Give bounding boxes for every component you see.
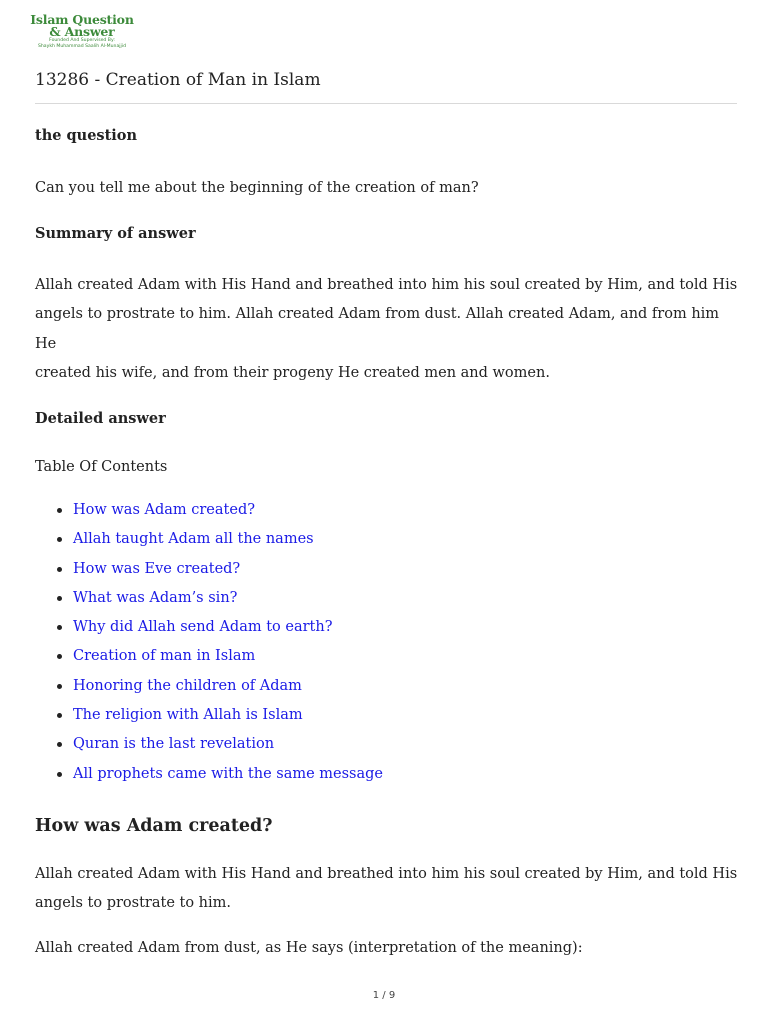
logo-line-1: Islam Question xyxy=(30,12,134,27)
toc-link-religion-is-islam[interactable]: The religion with Allah is Islam xyxy=(73,707,303,724)
toc-link-how-was-eve-created[interactable]: How was Eve created? xyxy=(73,560,241,577)
bullet-icon xyxy=(57,567,62,572)
table-of-contents xyxy=(35,496,740,789)
section1-line: angels to prostrate to him. xyxy=(35,895,232,912)
bullet-icon xyxy=(57,537,62,542)
question-text: Can you tell me about the beginning of the creation of man? xyxy=(35,180,479,196)
toc-item xyxy=(35,642,740,671)
toc-link-why-send-adam-to-earth[interactable]: Why did Allah send Adam to earth? xyxy=(73,619,333,636)
toc-link-how-was-adam-created[interactable]: How was Adam created? xyxy=(73,502,256,518)
bullet-icon xyxy=(57,654,62,659)
bullet-icon xyxy=(57,713,62,718)
toc-item xyxy=(35,525,740,554)
logo-line-2: & Answer xyxy=(49,24,115,39)
bullet-icon xyxy=(57,772,62,777)
summary-line: created his wife, and from their progeny He created men and women. xyxy=(35,365,550,381)
toc-link-honoring-children-of-adam[interactable]: Honoring the children of Adam xyxy=(73,677,302,694)
article-content xyxy=(35,116,740,963)
title-divider xyxy=(35,103,737,104)
summary-line: angels to prostrate to him. Allah created Adam from dust. Allah created Adam, and from him He xyxy=(35,306,720,352)
toc-link-same-message[interactable]: All prophets came with the same message xyxy=(73,765,384,782)
logo-line-3: Founded And Supervised By: xyxy=(49,38,115,43)
section1-line: Allah created Adam with His Hand and breathed into him his soul created by Him, and told His xyxy=(35,865,738,882)
site-logo[interactable] xyxy=(27,14,137,52)
summary-paragraph xyxy=(35,271,740,389)
toc-item xyxy=(35,730,740,759)
toc-item xyxy=(35,672,740,701)
toc-link-quran-last-revelation[interactable]: Quran is the last revelation xyxy=(73,736,275,753)
page-title: 13286 - Creation of Man in Islam xyxy=(35,70,321,90)
bullet-icon xyxy=(57,596,62,601)
toc-item xyxy=(35,584,740,613)
toc-link-adams-sin[interactable]: What was Adam’s sin? xyxy=(73,589,238,606)
logo-line-4: Shaykh Muhammad Saalih Al-Munajjid xyxy=(37,44,127,49)
toc-link-allah-taught-adam[interactable]: Allah taught Adam all the names xyxy=(73,531,314,548)
page-indicator: 1 / 9 xyxy=(372,990,396,1001)
toc-item xyxy=(35,496,740,525)
bullet-icon xyxy=(57,684,62,689)
summary-heading: Summary of answer xyxy=(35,224,196,242)
toc-item xyxy=(35,701,740,730)
bullet-icon xyxy=(57,508,62,513)
toc-item xyxy=(35,555,740,584)
toc-link-creation-of-man[interactable]: Creation of man in Islam xyxy=(73,648,256,665)
toc-heading: Table Of Contents xyxy=(35,458,168,475)
bullet-icon xyxy=(57,625,62,630)
section1-paragraph xyxy=(35,860,740,919)
toc-item xyxy=(35,760,740,789)
summary-line: Allah created Adam with His Hand and breathed into him his soul created by Him, and told His xyxy=(35,276,738,293)
question-heading: the question xyxy=(35,127,138,144)
toc-item xyxy=(35,613,740,642)
section-heading-how-was-adam-created: How was Adam created? xyxy=(35,815,273,836)
detailed-heading: Detailed answer xyxy=(35,409,166,427)
section1-paragraph-2: Allah created Adam from dust, as He says (interpretation of the meaning): xyxy=(35,939,583,956)
bullet-icon xyxy=(57,742,62,747)
